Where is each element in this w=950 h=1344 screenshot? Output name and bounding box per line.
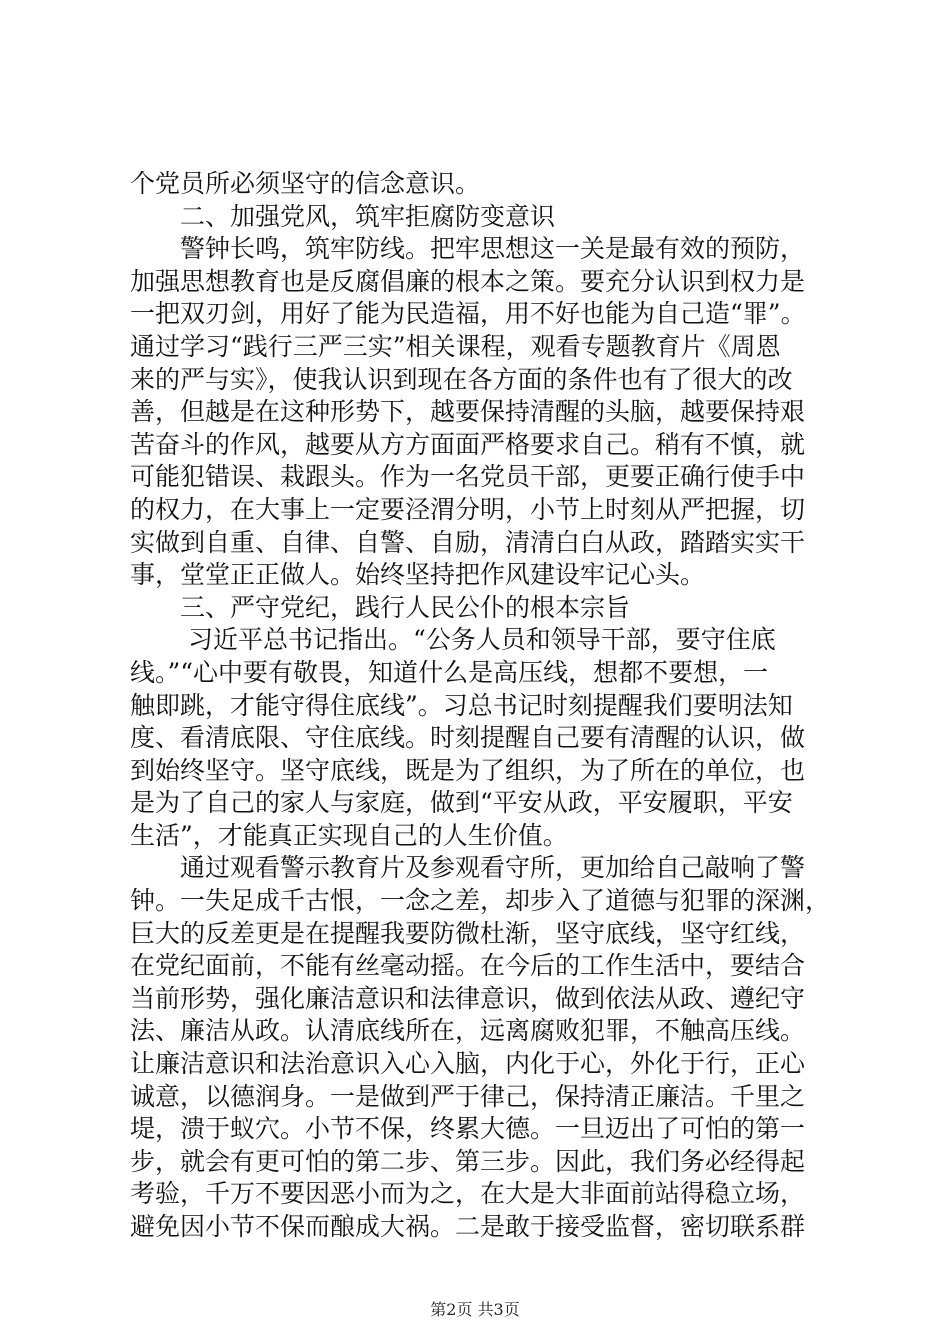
page-footer bbox=[0, 1300, 950, 1320]
text-line: 通过学习“践行三严三实”相关课程，观看专题教育片《周恩 bbox=[130, 331, 781, 361]
document-body bbox=[130, 168, 830, 1244]
text-line: 步，就会有更可怕的第二步、第三步。因此，我们务必经得起 bbox=[130, 1146, 806, 1176]
text-line: 生活”，才能真正实现自己的人生价值。 bbox=[130, 820, 568, 850]
text-line: 警钟长鸣，筑牢防线。把牢思想这一关是最有效的预防， bbox=[130, 234, 806, 264]
text-line: 是为了自己的家人与家庭，做到“平安从政，平安履职，平安 bbox=[130, 788, 793, 818]
text-line: 巨大的反差更是在提醒我要防微杜渐，坚守底线，坚守红线， bbox=[130, 918, 806, 948]
text-line: 堤，溃于蚁穴。小节不保，终累大德。一旦迈出了可怕的第一 bbox=[130, 1114, 806, 1144]
text-line: 的权力，在大事上一定要泾渭分明，小节上时刻从严把握，切 bbox=[130, 494, 806, 524]
text-line: 让廉洁意识和法治意识入心入脑，内化于心，外化于行，正心 bbox=[130, 1049, 806, 1079]
text-line: 事，堂堂正正做人。始终坚持把作风建设牢记心头。 bbox=[130, 560, 706, 590]
text-line: 到始终坚守。坚守底线，既是为了组织，为了所在的单位，也 bbox=[130, 755, 806, 785]
text-line: 在党纪面前，不能有丝毫动摇。在今后的工作生活中，要结合 bbox=[130, 951, 806, 981]
text-line: 可能犯错误、栽跟头。作为一名党员干部，更要正确行使手中 bbox=[130, 462, 806, 492]
text-line: 来的严与实》，使我认识到现在各方面的条件也有了很大的改 bbox=[130, 364, 793, 394]
section-heading: 三、严守党纪，践行人民公仆的根本宗旨 bbox=[130, 592, 631, 622]
text-line: 习近平总书记指出。“公务人员和领导干部，要守住底 bbox=[130, 625, 776, 655]
text-line: 通过观看警示教育片及参观看守所，更加给自己敲响了警 bbox=[130, 853, 806, 883]
text-line: 避免因小节不保而酿成大祸。二是敢于接受监督，密切联系群 bbox=[130, 1212, 806, 1241]
text-line: 加强思想教育也是反腐倡廉的根本之策。要充分认识到权力是 bbox=[130, 266, 806, 296]
page-number-label: 第2页 共3页 bbox=[430, 1300, 520, 1319]
text-line: 诚意，以德润身。一是做到严于律己，保持清正廉洁。千里之 bbox=[130, 1081, 806, 1111]
text-line: 钟。一失足成千古恨，一念之差，却步入了道德与犯罪的深渊， bbox=[130, 886, 831, 916]
text-line: 善，但越是在这种形势下，越要保持清醒的头脑，越要保持艰 bbox=[130, 397, 806, 427]
text-line: 实做到自重、自律、自警、自励，清清白白从政，踏踏实实干 bbox=[130, 527, 806, 557]
text-line: 线。”“心中要有敬畏，知道什么是高压线，想都不要想，一 bbox=[130, 657, 769, 687]
text-line: 当前形势，强化廉洁意识和法律意识，做到依法从政、遵纪守 bbox=[130, 983, 806, 1013]
text-line: 一把双刃剑，用好了能为民造福，用不好也能为自己造“罪”。 bbox=[130, 299, 806, 329]
text-line: 考验，千万不要因恶小而为之，在大是大非面前站得稳立场， bbox=[130, 1179, 806, 1209]
text-line: 触即跳，才能守得住底线”。习总书记时刻提醒我们要明法知 bbox=[130, 690, 793, 720]
text-line: 个党员所必须坚守的信念意识。 bbox=[130, 169, 481, 198]
section-heading: 二、加强党风，筑牢拒腐防变意识 bbox=[130, 201, 556, 231]
text-line: 度、看清底限、守住底线。时刻提醒自己要有清醒的认识，做 bbox=[130, 723, 806, 753]
text-line: 苦奋斗的作风，越要从方方面面严格要求自己。稍有不慎，就 bbox=[130, 429, 806, 459]
text-line: 法、廉洁从政。认清底线所在，远离腐败犯罪，不触高压线。 bbox=[130, 1016, 806, 1046]
